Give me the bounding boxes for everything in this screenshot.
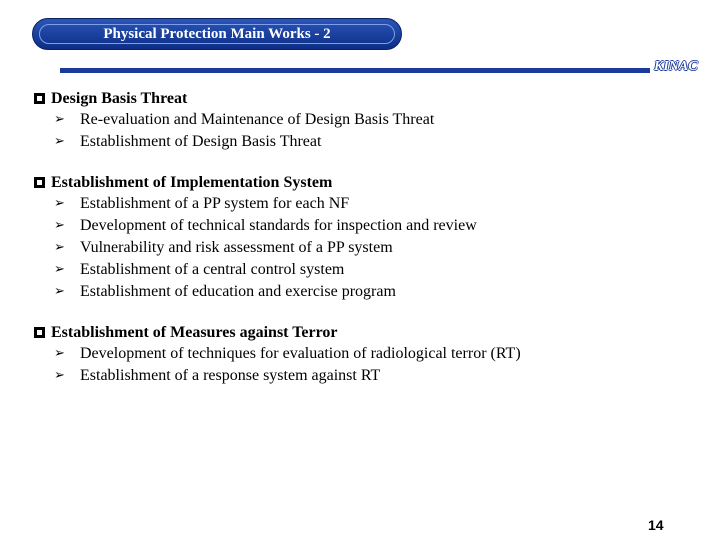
arrow-bullet-icon: ➢	[54, 196, 65, 211]
list-item	[34, 109, 434, 131]
list-item-text: Re-evaluation and Maintenance of Design Basis Threat	[80, 111, 435, 128]
list-item-text: Establishment of a PP system for each NF	[80, 195, 350, 212]
list-item-text: Development of techniques for evaluation of radiological terror (RT)	[80, 345, 521, 362]
section-heading	[34, 88, 434, 109]
list-item-text: Establishment of Design Basis Threat	[80, 133, 322, 150]
arrow-bullet-icon: ➢	[54, 368, 65, 383]
list-item	[34, 343, 521, 365]
square-bullet-icon	[34, 177, 45, 188]
list-item	[34, 237, 477, 259]
brand-logo: KINAC	[654, 59, 698, 74]
header-rule	[60, 68, 650, 73]
section-heading	[34, 172, 477, 193]
list-item-text: Establishment of education and exercise program	[80, 283, 396, 300]
square-bullet-icon	[34, 327, 45, 338]
section-heading	[34, 322, 521, 343]
arrow-bullet-icon: ➢	[54, 218, 65, 233]
list-item	[34, 259, 477, 281]
list-item-text: Establishment of a response system against RT	[80, 367, 381, 384]
list-item	[34, 365, 521, 387]
section-design-basis-threat	[34, 88, 434, 153]
arrow-bullet-icon: ➢	[54, 262, 65, 277]
list-item	[34, 281, 477, 303]
square-bullet-icon	[34, 93, 45, 104]
arrow-bullet-icon: ➢	[54, 240, 65, 255]
title-banner	[32, 18, 402, 50]
section-measures-against-terror	[34, 322, 521, 387]
list-item-text: Establishment of a central control system	[80, 261, 345, 278]
section-heading-text: Establishment of Implementation System	[51, 174, 333, 191]
section-heading-text: Design Basis Threat	[51, 90, 188, 107]
list-item	[34, 193, 477, 215]
list-item	[34, 131, 434, 153]
list-item-text: Vulnerability and risk assessment of a PP system	[80, 239, 393, 256]
page-title: Physical Protection Main Works - 2	[103, 26, 331, 42]
list-item	[34, 215, 477, 237]
arrow-bullet-icon: ➢	[54, 134, 65, 149]
section-heading-text: Establishment of Measures against Terror	[51, 324, 338, 341]
page-number: 14	[648, 517, 664, 533]
arrow-bullet-icon: ➢	[54, 112, 65, 127]
arrow-bullet-icon: ➢	[54, 346, 65, 361]
section-implementation-system	[34, 172, 477, 303]
list-item-text: Development of technical standards for inspection and review	[80, 217, 477, 234]
arrow-bullet-icon: ➢	[54, 284, 65, 299]
